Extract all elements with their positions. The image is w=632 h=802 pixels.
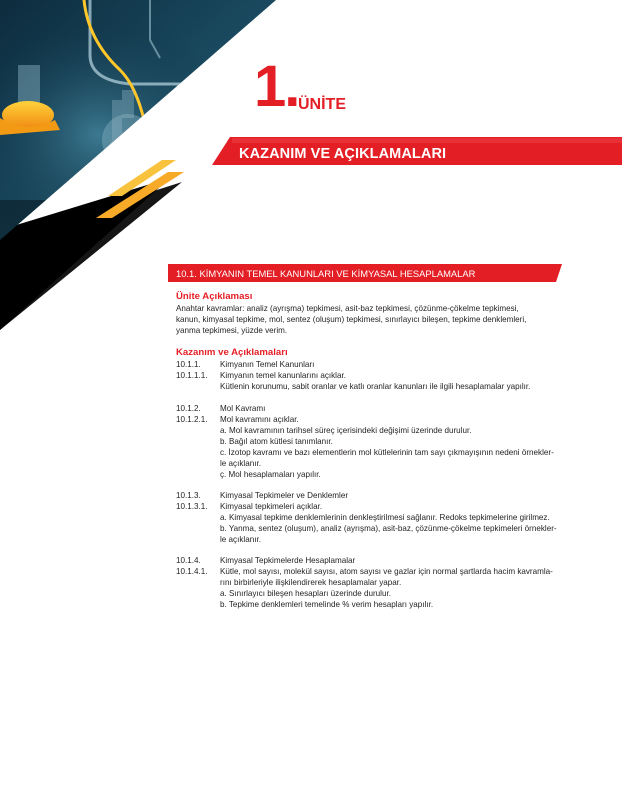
banner-title: KAZANIM VE AÇIKLAMALARI	[239, 146, 447, 162]
outcome-detail: a. Mol kavramının tarihsel süreç içerisindeki değişimi üzerinde durulur.	[220, 426, 472, 435]
outcome-code: 10.1.3.	[176, 491, 201, 500]
outcome-title: Kimyasal Tepkimeler ve Denklemler	[220, 491, 349, 500]
outcome-detail: rını birbirleriyle ilişkilendirerek hesaplamalar yapar.	[220, 578, 402, 587]
outcome-title: Mol kavramını açıklar.	[220, 415, 299, 424]
outcome-row	[176, 490, 348, 501]
outcome-detail: a. Kimyasal tepkime denklemlerinin denkleştirilmesi sağlanır. Redoks tepkimelerine girilmez.	[220, 513, 550, 522]
outcome-detail: b. Tepkime denklemleri temelinde % verim hesapları yapılır.	[220, 600, 434, 609]
outcome-detail: b. Yanma, sentez (oluşum), analiz (ayrışma), asit-baz, çözünme-çökelme tepkimeleri örnekler-	[220, 524, 557, 533]
section-title: 10.1. KİMYANIN TEMEL KANUNLARI VE KİMYASAL HESAPLAMALAR	[176, 268, 476, 279]
outcome-row	[176, 566, 553, 577]
outcome-title: Kimyanın temel kanunlarını açıklar.	[220, 371, 346, 380]
unit-cover-illustration	[0, 0, 632, 330]
outcome-code: 10.1.2.1.	[176, 415, 208, 424]
unit-label: ÜNİTE	[298, 96, 346, 113]
outcome-detail: le açıklanır.	[220, 535, 261, 544]
outcome-title: Mol Kavramı	[220, 404, 266, 413]
outcome-detail: ç. Mol hesaplamaları yapılır.	[220, 470, 321, 479]
outcome-code: 10.1.3.1.	[176, 502, 208, 511]
outcome-code: 10.1.1.	[176, 360, 201, 369]
outcome-detail: b. Bağıl atom kütlesi tanımlanır.	[220, 437, 333, 446]
outcome-title: Kimyasal tepkimeleri açıklar.	[220, 502, 323, 511]
outcome-row	[176, 403, 265, 414]
outcome-code: 10.1.4.	[176, 556, 201, 565]
unit-description-text	[176, 303, 566, 336]
outcome-row	[176, 555, 355, 566]
outcome-detail: Kütlenin korunumu, sabit oranlar ve katlı oranlar kanunları ile ilgili hesaplamalar yapılır.	[220, 382, 531, 391]
unit-description-heading: Ünite Açıklaması	[176, 291, 253, 302]
outcome-detail: c. İzotop kavramı ve bazı elementlerin mol kütlelerinin tam sayı çıkmayışının nedeni örnekler-	[220, 448, 554, 457]
outcome-row	[176, 359, 314, 370]
outcome-title: Kütle, mol sayısı, molekül sayısı, atom sayısı ve gazlar için normal şartlarda hacim kavramla-	[220, 567, 553, 576]
outcome-code: 10.1.2.	[176, 404, 201, 413]
outcome-code: 10.1.1.1.	[176, 371, 208, 380]
outcome-row	[176, 370, 346, 381]
text-line: yanma tepkimesi, yüzde verim.	[176, 326, 288, 335]
outcome-code: 10.1.4.1.	[176, 567, 208, 576]
outcome-row	[176, 501, 322, 512]
outcome-detail: le açıklanır.	[220, 459, 261, 468]
unit-number: 1.	[254, 54, 299, 119]
text-line: kanun, kimyasal tepkime, mol, sentez (oluşum) tepkimesi, sınırlayıcı bileşen, tepkime denklemleri,	[176, 315, 527, 324]
outcome-title: Kimyanın Temel Kanunları	[220, 360, 315, 369]
outcome-row	[176, 414, 299, 425]
outcomes-heading: Kazanım ve Açıklamaları	[176, 347, 288, 358]
text-line: Anahtar kavramlar: analiz (ayrışma) tepkimesi, asit-baz tepkimesi, çözünme-çökelme tepkimesi,	[176, 304, 519, 313]
outcome-detail: a. Sınırlayıcı bileşen hesapları üzerinde durulur.	[220, 589, 391, 598]
outcome-title: Kimyasal Tepkimelerde Hesaplamalar	[220, 556, 356, 565]
